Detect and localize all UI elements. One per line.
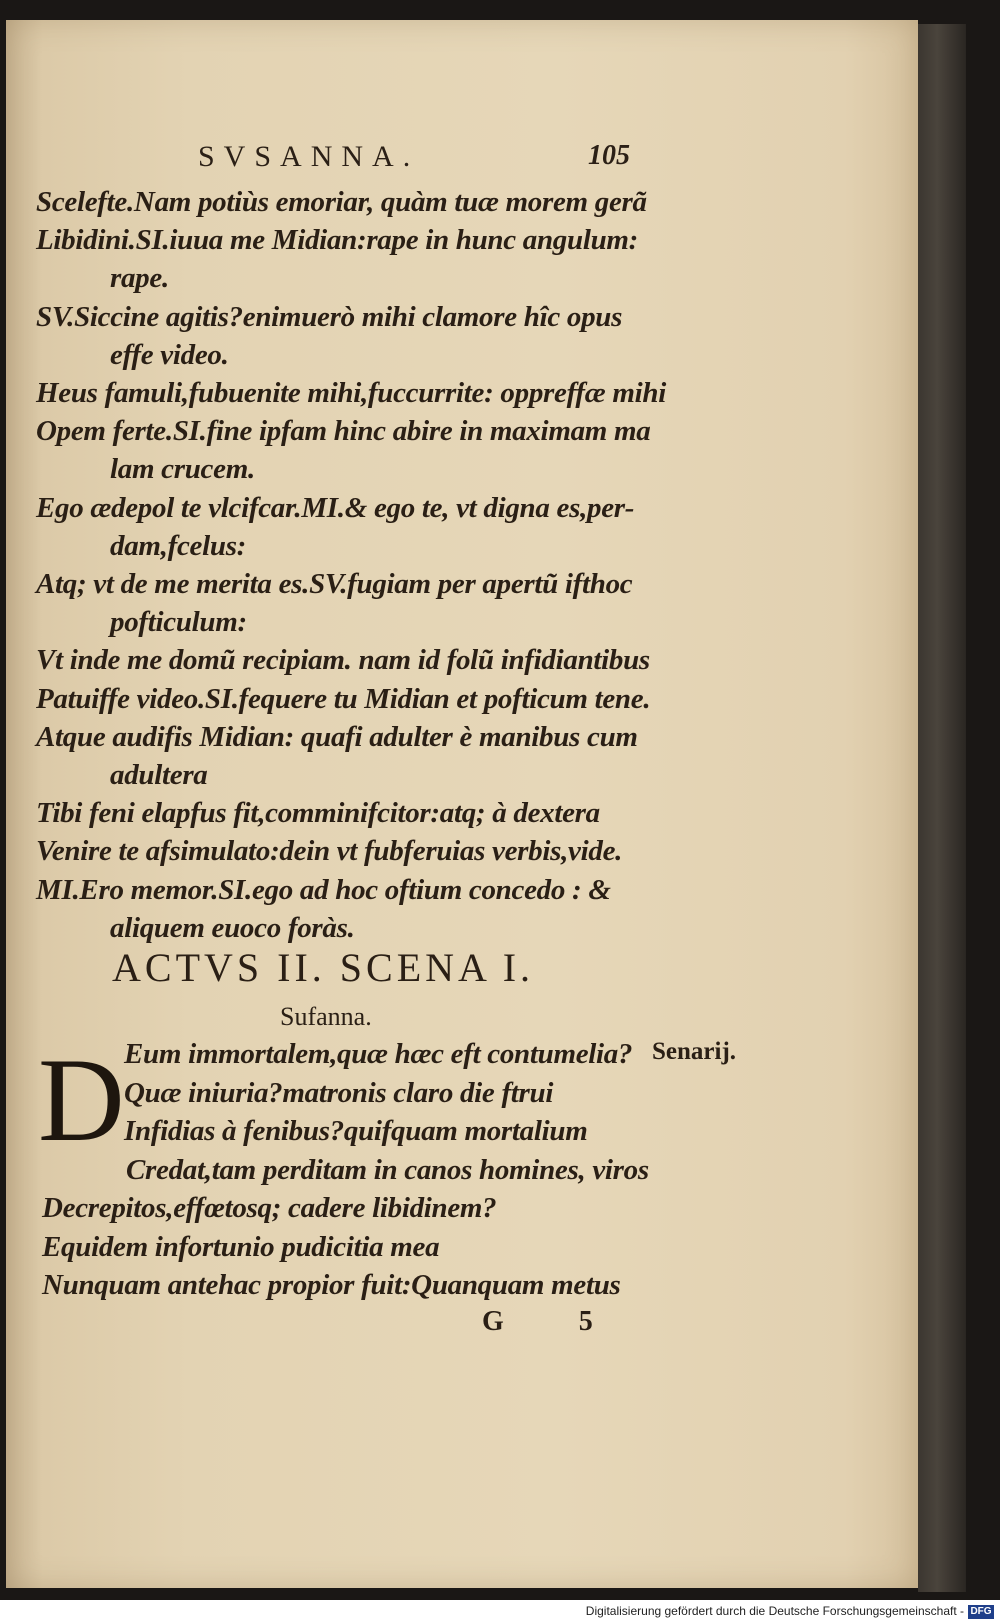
text-line: Quæ iniuria?matronis claro die ftrui (124, 1076, 554, 1109)
text-line: Atque audifis Midian: quafi adulter è manibus cum (36, 720, 638, 753)
text-line: Libidini.SI.iuua me Midian:rape in hunc angulum: (36, 224, 639, 257)
text-line: Vt inde me domũ recipiam. nam id folũ infidiantibus (36, 644, 650, 677)
text-line: MI.Ero memor.SI.ego ad hoc oftium concedo : & (36, 873, 611, 906)
text-line: Equidem infortunio pudicitia mea (42, 1230, 440, 1263)
text-line: Scelefte.Nam potiùs emoriar, quàm tuæ morem gerã (36, 186, 647, 218)
text-line: rape. (110, 262, 169, 295)
text-line: adultera (110, 759, 208, 791)
text-line: SV.Siccine agitis?enimuerò mihi clamore hîc opus (36, 300, 623, 333)
text-line: Ego ædepol te vlcifcar.MI.& ego te, vt digna es,per- (36, 491, 635, 524)
margin-note: Senarij. (652, 1038, 737, 1065)
dfg-logo: DFG (968, 1605, 994, 1619)
text-line: Eum immortalem,quæ hæc eft contumelia? (124, 1038, 633, 1070)
text-line: lam crucem. (110, 453, 255, 486)
text-line: Credat,tam perditam in canos homines, viros (126, 1153, 649, 1186)
text-line: Opem ferte.SI.fine ipfam hinc abire in maximam ma (36, 415, 651, 448)
text-line: Venire te afsimulato:dein vt fubferuias verbis,vide. (36, 835, 623, 868)
page-edge-shadow (918, 24, 966, 1592)
text-line: Atq; vt de me merita es.SV.fugiam per apertũ ifthoc (36, 568, 633, 600)
text-line: Decrepitos,effœtosq; cadere libidinem? (42, 1192, 497, 1224)
signature-mark: G 5 (482, 1306, 627, 1337)
text-line: Nunquam antehac propior fuit:Quanquam metus (42, 1269, 621, 1301)
text-line: dam,fcelus: (110, 529, 247, 562)
text-line: Tibi feni elapfus fit,comminifcitor:atq; à dextera (36, 797, 600, 830)
drop-capital: D (38, 1033, 125, 1166)
book-page (6, 20, 918, 1588)
footer-credit: Digitalisierung gefördert durch die Deutsche Forschungsgemeinschaft - (585, 1604, 964, 1618)
page-header (6, 20, 918, 173)
text-line: pofticulum: (110, 606, 247, 639)
scene-speaker: Sufanna. (280, 1002, 372, 1031)
text-line: Patuiffe video.SI.fequere tu Midian et pofticum tene. (36, 682, 651, 715)
text-line: Heus famuli,fubuenite mihi,fuccurrite: oppreffæ mihi (36, 377, 666, 409)
running-title: SVSANNA. (198, 140, 420, 173)
page-number: 105 (588, 140, 630, 171)
text-line: effe video. (110, 338, 229, 371)
text-line: aliquem euoco foràs. (110, 911, 355, 944)
act-heading: ACTVS II. SCENA I. (112, 945, 535, 990)
text-line: Infidias à fenibus?quifquam mortalium (124, 1115, 588, 1147)
